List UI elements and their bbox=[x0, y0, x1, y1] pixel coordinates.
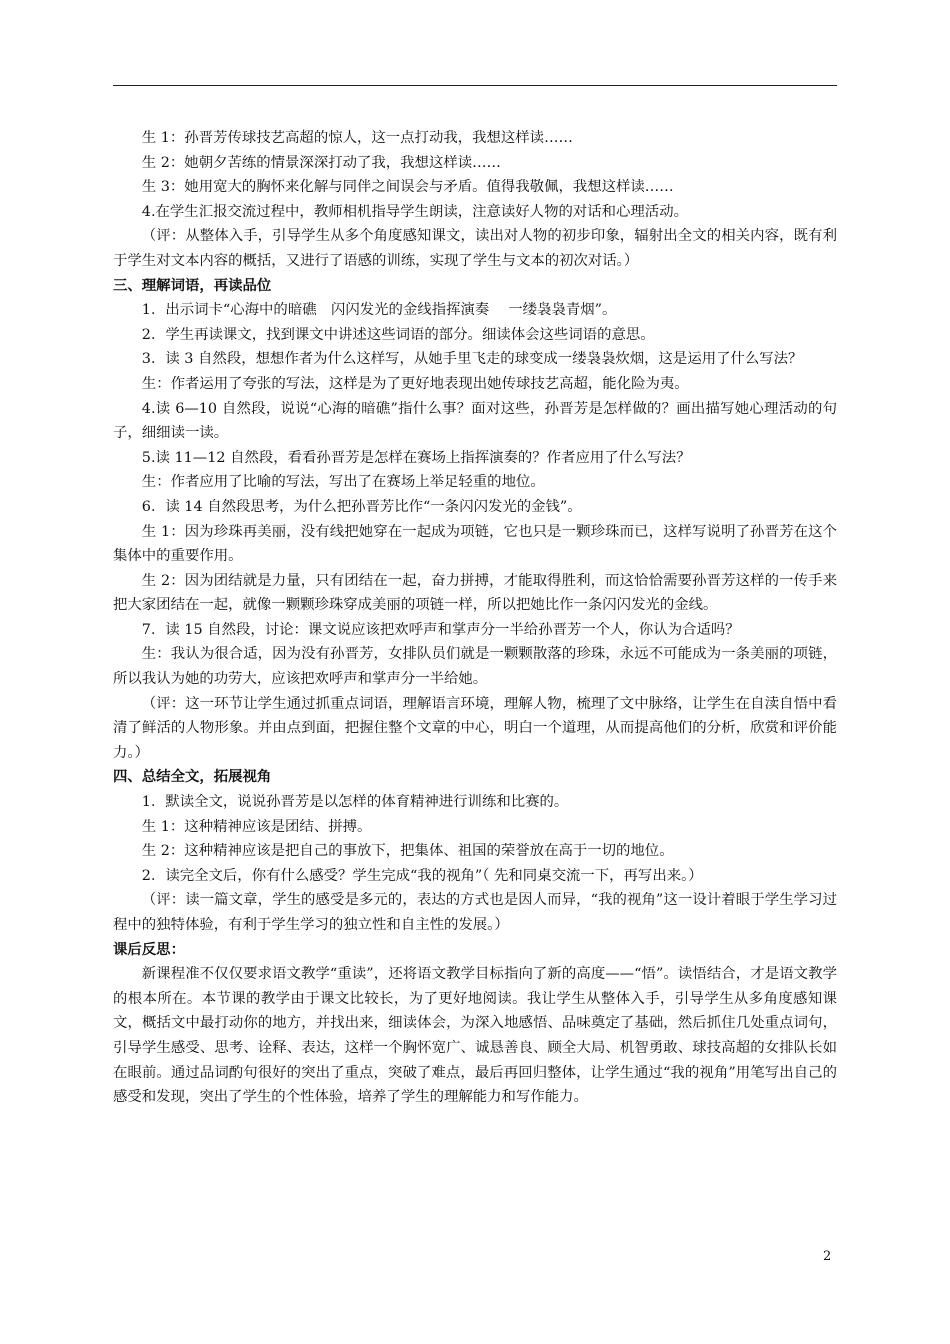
document-body bbox=[113, 126, 837, 1110]
comment-paragraph: （评：读一篇文章，学生的感受是多元的，表达的方式也是因人而异，“我的视角”这一设计着眼于学生学习过程中的独特体验，有利于学生学习的独立性和自主性的发展。） bbox=[113, 892, 837, 933]
paragraph: 4.在学生汇报交流过程中，教师相机指导学生朗读，注意读好人物的对话和心理活动。 bbox=[141, 203, 688, 220]
section-heading: 三、理解词语，再读品位 bbox=[113, 277, 272, 294]
paragraph: 生 1：这种精神应该是团结、拼搏。 bbox=[141, 818, 372, 835]
paragraph: 生 1：因为珍珠再美丽，没有线把她穿在一起成为项链，它也只是一颗珍珠而已，这样写说明了孙晋芳在这个集体中的重要作用。 bbox=[113, 523, 837, 565]
paragraph: 生 3：她用宽大的胸怀来化解与同伴之间误会与矛盾。值得我敬佩，我想这样读…… bbox=[141, 179, 674, 196]
page-number: 2 bbox=[823, 1249, 832, 1264]
section-heading: 四、总结全文，拓展视角 bbox=[113, 769, 272, 786]
paragraph: 4.读 6—10 自然段，说说“心海的暗礁”指什么事？面对这些，孙晋芳是怎样做的？画出描写她心理活动的句子，细细读一读。 bbox=[113, 400, 837, 442]
paragraph: 生 2：这种精神应该是把自己的事放下，把集体、祖国的荣誉放在高于一切的地位。 bbox=[141, 843, 674, 860]
paragraph: 生：作者应用了比喻的写法，写出了在赛场上举足轻重的地位。 bbox=[141, 474, 545, 491]
paragraph: 3．读 3 自然段，想想作者为什么这样写，从她手里飞走的球变成一缕袅袅炊烟，这是运用了什么写法？ bbox=[141, 351, 803, 368]
reflection-paragraph: 新课程准不仅仅要求语文教学“重读”，还将语文教学目标指向了新的高度——“悟”。读悟结合，才是语文教学的根本所在。本节课的教学由于课文比较长，为了更好地阅读。我让学生从整体入手，引导学生从多角度感知课文，概括文中最打动你的地方，并找出来，细读体会，为深入地感悟、品味奠定了基础，然后抓住几处重点词句，引导学生感受、思考、诠释、表达，这样一个胸怀宽广、诚恳善良、顾全大局、机智勇敢、球技高超的女排队长如在眼前。通过品词酌句很好的突出了重点，突破了难点，最后再回归整体，让学生通过“我的视角”用笔写出自己的感受和发现，突出了学生的个性体验，培养了学生的理解能力和写作能力。 bbox=[113, 966, 837, 1106]
paragraph: 1．默读全文，说说孙晋芳是以怎样的体育精神进行训练和比赛的。 bbox=[141, 794, 569, 811]
paragraph: 2．读完全文后，你有什么感受？学生完成“我的视角”（ 先和同桌交流一下，再写出来。） bbox=[141, 867, 703, 884]
paragraph: 生：作者运用了夸张的写法，这样是为了更好地表现出她传球技艺高超，能化险为夷。 bbox=[141, 375, 689, 392]
paragraph: 1．出示词卡“心海中的暗礁 闪闪发光的金线指挥演奏 一缕袅袅青烟”。 bbox=[141, 302, 617, 319]
paragraph: 6．读 14 自然段思考，为什么把孙晋芳比作“一条闪闪发光的金钱”。 bbox=[141, 498, 582, 515]
paragraph: 生 2：她朝夕苦练的情景深深打动了我，我想这样读…… bbox=[141, 154, 501, 171]
comment-paragraph: （评：从整体入手，引导学生从多个角度感知课文，读出对人物的初步印象，辐射出全文的相关内容，既有利于学生对文本内容的概括，又进行了语感的训练，实现了学生与文本的初次对话。） bbox=[113, 228, 837, 269]
paragraph: 5.读 11—12 自然段，看看孙晋芳是怎样在赛场上指挥演奏的？作者应用了什么写法？ bbox=[141, 449, 691, 466]
paragraph: 2．学生再读课文，找到课文中讲述这些词语的部分。细读体会这些词语的意思。 bbox=[141, 326, 655, 343]
paragraph: 生 1：孙晋芳传球技艺高超的惊人，这一点打动我，我想这样读…… bbox=[141, 130, 573, 146]
paragraph: 生：我认为很合适，因为没有孙晋芳，女排队员们就是一颗颗散落的珍珠，永远不可能成为一条美丽的项链，所以我认为她的功劳大，应该把欢呼声和掌声分一半给她。 bbox=[113, 646, 837, 688]
reflection-heading: 课后反思： bbox=[113, 941, 185, 958]
paragraph: 生 2：因为团结就是力量，只有团结在一起，奋力拼搏，才能取得胜利，而这恰恰需要孙晋芳这样的一传手来把大家团结在一起，就像一颗颗珍珠穿成美丽的项链一样，所以把她比作一条闪闪发光的金线。 bbox=[113, 572, 837, 614]
comment-paragraph: （评：这一环节让学生通过抓重点词语，理解语言环境，理解人物，梳理了文中脉络，让学生在自渎自悟中看清了鲜活的人物形象。并由点到面，把握住整个文章的中心，明白一个道理，从而提高他们的分析，欣赏和评价能力。） bbox=[113, 695, 837, 761]
paragraph: 7．读 15 自然段，讨论：课文说应该把欢呼声和掌声分一半给孙晋芳一个人，你认为合适吗？ bbox=[141, 621, 740, 638]
header-rule bbox=[113, 85, 837, 86]
